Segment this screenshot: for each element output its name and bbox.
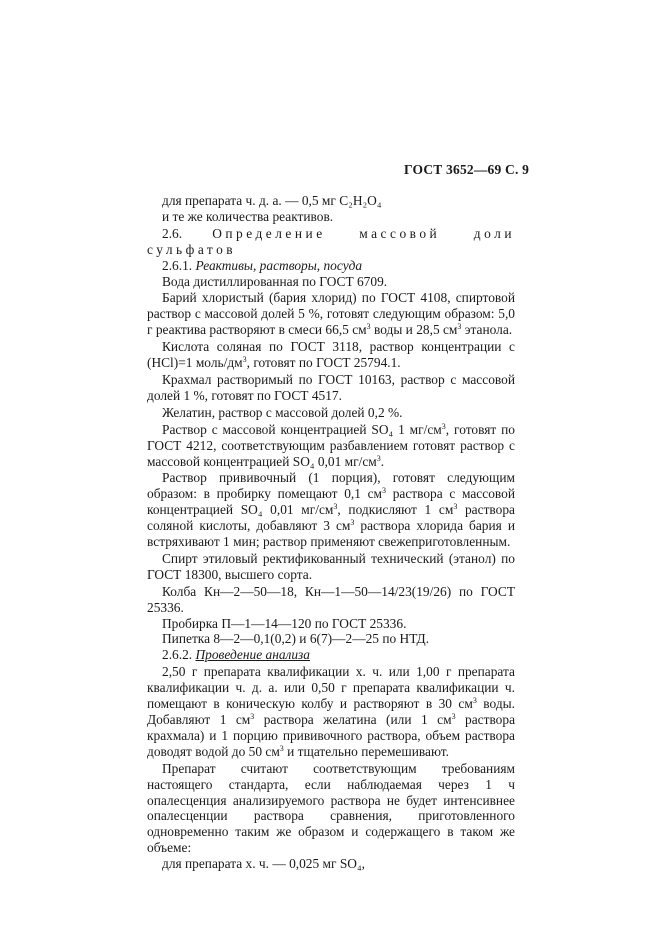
text-run: , подкисляют 1 см [337,502,454,518]
section-number: 2.6.2. [162,647,193,663]
text-run: раствора с массовой концентрацией SO₄ 0,01 мг/см [147,486,515,518]
text-run: Пробирка П—1—14—120 по ГОСТ 25336. [162,615,407,631]
paragraph-tube [147,616,515,632]
text-run: , готовят по ГОСТ 4212, соответствующим разбавлением готовят раствор с массовой концентрацией SO₄ 0,01 мг/см [147,421,516,469]
section-number: 2.6. [162,225,183,241]
text-run: и тщательно перемешивают. [283,743,449,759]
paragraph-barium [147,290,515,338]
paragraph-acid [147,339,515,371]
superscript: 3 [453,502,458,512]
paragraph-gelatin [147,405,515,421]
superscript: 3 [279,743,284,753]
superscript: 3 [441,421,446,431]
paragraph-starch [147,372,515,404]
paragraph-ethanol [147,551,515,583]
text-run: , готовят по ГОСТ 25794.1. [246,355,401,371]
text-run: для препарата ч. д. а. — 0,5 мг C₂H₂O₄ [162,193,382,208]
text-run: раствора хлорида бария и встряхивают 1 мин; раствор применяют свежеприготовленным. [147,518,515,550]
text-run: Крахмал растворимый по ГОСТ 10163, раствор с массовой долей 1 %, готовят по ГОСТ 4517. [147,371,515,403]
paragraph-graft [147,470,515,550]
text-run: Раствор с массовой концентрацией SO₄ 1 мг/см [162,421,442,437]
superscript: 3 [451,712,456,721]
text-run: Вода дистиллированная по ГОСТ 6709. [162,273,388,289]
superscript: 3 [333,502,338,512]
page-header: ГОСТ 3652—69 С. 9 [404,162,530,177]
paragraph-water [147,274,515,290]
text-run: Спирт этиловый ректификованный технический (этанол) по ГОСТ 18300, высшего сорта. [147,550,515,582]
section-2-6-1-heading [147,258,515,274]
text-run: Пипетка 8—2—0,1(0,2) и 6(7)—2—25 по НТД. [162,631,430,647]
text-run: Препарат считают соответствующим требованиям настоящего стандарта, если наблюдаемая через 1 ч опалесценция анализируемого раствора не будет интенсивнее опалесценции раствора сравнения, приготовленного одновременно таким же образом и содержащего в таком же объеме: [147,760,515,856]
section-title: Определение массовой доли сульфатов [147,225,515,257]
text-run: Барий хлористый (бария хлорид) по ГОСТ 4108, спиртовой раствор с массовой долей 5 %, готовят следующим образом: 5,0 г реактива растворяют в смеси 66,5 см [147,290,515,338]
paragraph-so4 [147,422,515,470]
paragraph-last [147,856,515,872]
superscript: 3 [242,355,247,365]
superscript: 3 [250,712,255,721]
text-run: Кислота соляная по ГОСТ 3118, раствор концентрации с (HCl)=1 моль/дм [147,339,515,371]
text-run: этанола. [461,322,513,338]
paragraph-flask [147,584,515,616]
section-2-6-heading [147,226,515,258]
text-line [147,193,515,209]
paragraph-criteria [147,761,515,856]
superscript: 3 [376,453,381,463]
document-body [147,193,515,872]
text-run: Раствор прививочный (1 порция), готовят следующим образом: в пробирку помещают 0,1 см [147,470,515,502]
text-run: и те же количества реактивов. [162,208,334,224]
section-title: Проведение анализа [195,647,310,663]
section-2-6-2-heading [147,647,515,663]
section-title: Реактивы, растворы, посуда [195,257,363,273]
superscript: 3 [382,486,387,496]
text-run: раствора крахмала) и 1 порцию прививочного раствора, объем раствора доводят водой до 50 см [147,712,516,759]
text-run: раствора соляной кислоты, добавляют 3 см [147,502,515,534]
paragraph-pipette [147,631,515,647]
section-number: 2.6.1. [162,257,193,273]
text-run: воды. Добавляют 1 см [147,696,515,727]
text-run: воды и 28,5 см [370,322,458,338]
text-run: Желатин, раствор с массовой долей 0,2 %. [162,404,403,420]
paragraph-procedure [147,664,515,759]
text-line [147,209,515,225]
superscript: 3 [366,322,371,332]
superscript: 3 [350,518,355,528]
superscript: 3 [472,696,477,706]
superscript: 3 [457,322,462,332]
text-run: . [380,453,385,469]
text-run: для препарата х. ч. — 0,025 мг SO₄, [162,856,365,872]
text-run: Колба Кн—2—50—18, Кн—1—50—14/23(19/26) по ГОСТ 25336. [147,583,515,615]
text-run: раствора желатина (или 1 см [254,712,452,727]
text-run: 2,50 г препарата квалификации х. ч. или 1,00 г препарата квалификации ч. д. а. или 0,50 г препарата квалификации ч. помещают в коническую колбу и растворяют в 30 см [147,664,515,712]
